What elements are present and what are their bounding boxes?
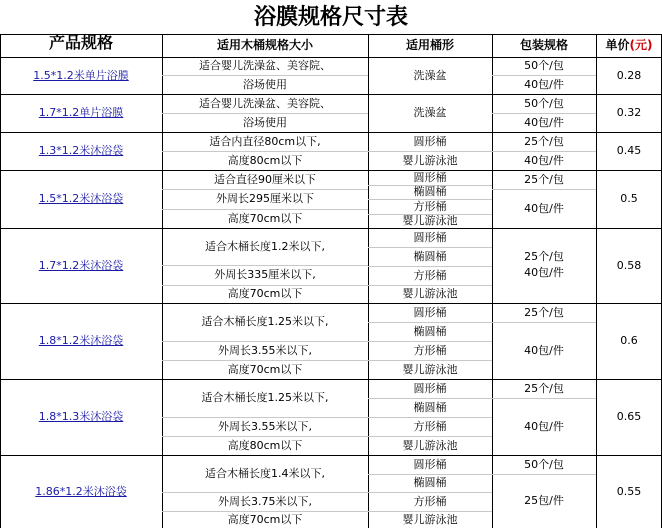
tub-shape-text: 椭圆桶: [413, 400, 447, 414]
header-product: 产品规格: [48, 33, 113, 52]
product-link[interactable]: 1.7*1.2单片浴膜: [38, 106, 124, 119]
price-value: 0.45: [616, 144, 642, 157]
page-title: 浴膜规格尺寸表: [253, 4, 408, 30]
product-link[interactable]: 1.5*1.2米单片浴膜: [33, 68, 129, 82]
tub-shape-text: 椭圆桶: [413, 185, 447, 198]
price-value: 0.55: [616, 484, 642, 498]
tub-shape-text: 椭圆桶: [413, 249, 447, 263]
tub-size-text: 适合婴儿洗澡盆、美容院、: [199, 96, 331, 110]
price-value: 0.32: [616, 106, 642, 119]
tub-shape-text: 婴儿游泳池: [402, 362, 458, 376]
header-price: [596, 38, 662, 52]
header-price-unit: (元): [629, 38, 653, 52]
packing-text: 25个/包: [524, 305, 564, 319]
product-link[interactable]: 1.8*1.2米沐浴袋: [38, 334, 124, 347]
tub-shape-text: 方形桶: [413, 419, 447, 433]
tub-size-text: 高度70cm以下: [227, 287, 303, 300]
packing-text: 40包/件: [524, 77, 564, 91]
packing-text: 50个/包: [524, 96, 564, 110]
tub-size-text: 高度70cm以下: [227, 211, 303, 225]
tub-shape-text: 椭圆桶: [413, 324, 447, 338]
packing-text: 50个/包: [524, 59, 564, 72]
tub-size-text: 适合木桶长度1.2米以下,: [205, 239, 325, 253]
price-value: 0.6: [620, 334, 638, 347]
tub-shape-text: 洗澡盆: [413, 68, 447, 82]
packing-text: 40包/件: [524, 419, 564, 433]
tub-shape-text: 圆形桶: [413, 230, 447, 244]
tub-shape-text: 方形桶: [413, 199, 447, 213]
tub-size-text: 浴场使用: [243, 115, 287, 129]
header-price-label: 单价: [605, 38, 630, 52]
tub-shape-text: 方形桶: [413, 268, 447, 282]
packing-text: 40包/件: [524, 201, 564, 215]
header-tub-shape: 适用桶形: [405, 38, 454, 52]
packing-text: 25包/件: [524, 494, 564, 507]
packing-text: 50个/包: [524, 457, 564, 471]
tub-size-text: 适合木桶长度1.25米以下,: [201, 391, 329, 404]
tub-size-text: 外周长295厘米以下: [216, 192, 314, 205]
tub-shape-text: 婴儿游泳池: [402, 153, 458, 167]
product-link[interactable]: 1.86*1.2米沐浴袋: [35, 484, 127, 498]
tub-shape-text: 圆形桶: [413, 381, 447, 395]
price-value: 0.65: [616, 410, 642, 423]
product-link[interactable]: 1.8*1.3米沐浴袋: [38, 410, 124, 423]
tub-size-text: 适合木桶长度1.25米以下,: [201, 315, 329, 328]
product-link[interactable]: 1.5*1.2米沐浴袋: [38, 192, 124, 205]
tub-shape-text: 圆形桶: [413, 457, 447, 471]
price-value: 0.5: [620, 192, 638, 205]
packing-text: 25个/包: [524, 249, 564, 263]
tub-size-text: 高度80cm以下: [227, 438, 303, 452]
header-tub-size: 适用木桶规格大小: [216, 38, 313, 52]
tub-shape-text: 方形桶: [413, 494, 447, 508]
product-link[interactable]: 1.3*1.2米沐浴袋: [38, 144, 124, 157]
tub-shape-text: 婴儿游泳池: [402, 287, 458, 300]
packing-text: 25个/包: [524, 134, 564, 148]
tub-size-text: 外周长3.55米以下,: [218, 419, 312, 433]
tub-size-text: 高度70cm以下: [227, 362, 303, 376]
tub-size-text: 外周长3.75米以下,: [218, 494, 312, 508]
product-link[interactable]: 1.7*1.2米沐浴袋: [38, 258, 124, 272]
tub-shape-text: 婴儿游泳池: [402, 438, 458, 452]
tub-shape-text: 椭圆桶: [413, 476, 447, 489]
tub-size-text: 适合内直径80cm以下,: [209, 134, 321, 148]
packing-text: 40包/件: [524, 343, 564, 357]
tub-shape-text: 圆形桶: [413, 134, 447, 148]
header-packing: 包装规格: [519, 38, 568, 52]
tub-size-text: 外周长3.55米以下,: [218, 343, 312, 357]
packing-text: 25个/包: [524, 172, 564, 186]
tub-shape-text: 方形桶: [413, 343, 447, 357]
tub-size-text: 适合直径90厘米以下: [214, 172, 316, 186]
tub-size-text: 浴场使用: [243, 77, 287, 91]
packing-text: 40包/件: [524, 115, 564, 129]
packing-text: 25个/包: [524, 381, 564, 395]
tub-size-text: 高度80cm以下: [227, 153, 303, 167]
price-value: 0.58: [616, 258, 642, 272]
tub-size-text: 高度70cm以下: [227, 512, 303, 526]
tub-size-text: 外周长335厘米以下,: [214, 268, 316, 281]
tub-shape-text: 洗澡盆: [413, 106, 447, 119]
tub-shape-text: 婴儿游泳池: [402, 512, 458, 526]
tub-size-text: 适合木桶长度1.4米以下,: [205, 466, 325, 480]
packing-text: 40包/件: [524, 153, 564, 167]
price-value: 0.28: [616, 68, 642, 82]
tub-shape-text: 婴儿游泳池: [402, 214, 458, 227]
tub-size-text: 适合婴儿洗澡盆、美容院、: [199, 59, 331, 72]
tub-shape-text: 圆形桶: [413, 170, 447, 184]
tub-shape-text: 圆形桶: [413, 305, 447, 319]
packing-text: 40包/件: [524, 265, 564, 279]
